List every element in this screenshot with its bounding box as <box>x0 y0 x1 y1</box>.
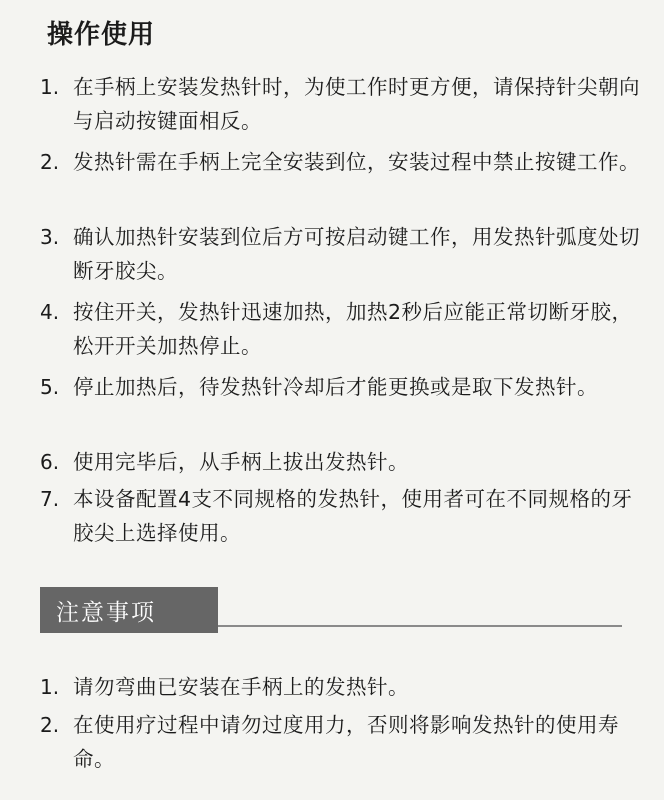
banner-rule <box>218 625 622 627</box>
list-item <box>40 708 640 776</box>
list-item <box>40 370 640 404</box>
item-text: 确认加热针安装到位后方可按启动键工作，用发热针弧度处切断牙胶尖。 <box>73 225 640 283</box>
caution-banner <box>40 587 218 633</box>
item-text: 本设备配置4支不同规格的发热针，使用者可在不同规格的牙胶尖上选择使用。 <box>73 487 633 545</box>
list-item <box>40 445 640 479</box>
list-item <box>40 145 640 179</box>
caution-heading: 注意事项 <box>56 599 156 626</box>
item-number: 2. <box>40 150 60 174</box>
list-item <box>40 295 640 363</box>
item-text: 发热针需在手柄上完全安装到位，安装过程中禁止按键工作。 <box>73 150 640 174</box>
item-text: 按住开关，发热针迅速加热，加热2秒后应能正常切断牙胶，松开开关加热停止。 <box>73 300 633 358</box>
item-number: 6. <box>40 450 60 474</box>
item-text: 请勿弯曲已安装在手柄上的发热针。 <box>73 675 409 699</box>
list-item <box>40 220 640 288</box>
list-item <box>40 482 640 550</box>
list-item <box>40 670 640 704</box>
item-number: 1. <box>40 75 60 99</box>
item-number: 4. <box>40 300 60 324</box>
operation-heading: 操作使用 <box>47 20 156 50</box>
item-number: 5. <box>40 375 60 399</box>
list-item <box>40 70 640 138</box>
item-text: 在使用疗过程中请勿过度用力，否则将影响发热针的使用寿命。 <box>73 713 619 771</box>
item-number: 2. <box>40 713 60 737</box>
item-text: 使用完毕后，从手柄上拔出发热针。 <box>73 450 409 474</box>
item-text: 停止加热后，待发热针冷却后才能更换或是取下发热针。 <box>73 375 598 399</box>
item-number: 7. <box>40 487 60 511</box>
item-number: 1. <box>40 675 60 699</box>
item-number: 3. <box>40 225 60 249</box>
item-text: 在手柄上安装发热针时，为使工作时更方便，请保持针尖朝向与启动按键面相反。 <box>73 75 640 133</box>
